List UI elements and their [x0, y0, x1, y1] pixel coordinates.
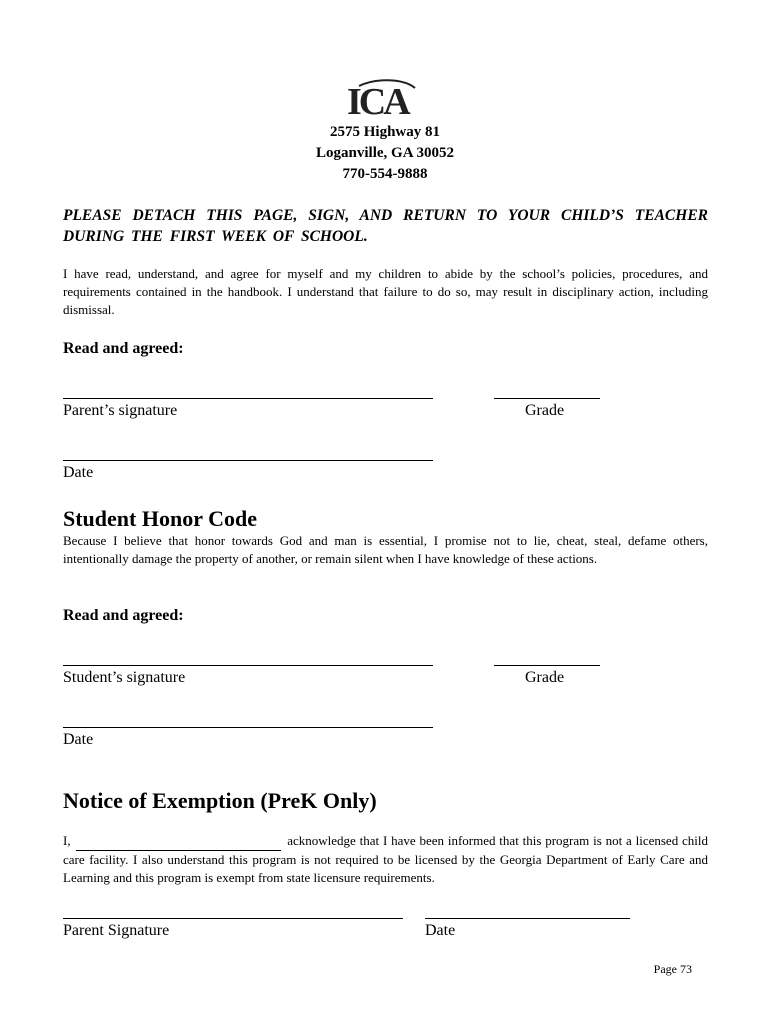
student-date-line[interactable] [63, 727, 433, 728]
honor-code-text: Because I believe that honor towards God and man is essential, I promise not to lie, cheat, steal, defame others, intentionally damage the property of another, or remain silent when I have knowledge of these actions. [63, 533, 708, 566]
exemption-title: Notice of Exemption (PreK Only) [63, 788, 377, 813]
address-city: Loganville, GA 30052 [316, 145, 454, 161]
exemption-text [63, 832, 708, 887]
detach-instruction: PLEASE DETACH THIS PAGE, SIGN, AND RETURN TO YOUR CHILD’S TEACHER DURING THE FIRST WEEK OF SCHOOL. [63, 207, 708, 245]
student-date-label: Date [63, 731, 94, 748]
exemption-text-body: acknowledge that I have been informed that this program is not a licensed child care facility. I also understand this program is not required to be licensed by the Georgia Department of Early Care and Learning and this program is exempt from state licensure requirements. [63, 833, 709, 885]
parent-date-line[interactable] [63, 460, 433, 461]
exemption-name-blank[interactable] [76, 832, 281, 851]
page-number: Page 73 [653, 962, 692, 976]
student-grade-label: Grade [525, 669, 565, 686]
student-signature-label: Student’s signature [63, 669, 186, 686]
exemption-signature-label: Parent Signature [63, 922, 170, 939]
address-phone: 770-554-9888 [342, 166, 428, 182]
exemption-date-label: Date [425, 922, 456, 939]
student-grade-line[interactable] [494, 665, 600, 666]
parent-signature-label: Parent’s signature [63, 402, 178, 419]
read-agreed-label-2: Read and agreed: [63, 607, 184, 624]
exemption-text-prefix: I, [63, 833, 71, 848]
address-street: 2575 Highway 81 [329, 124, 440, 140]
logo-text: ICA [347, 81, 408, 120]
parent-signature-line[interactable] [63, 398, 433, 399]
agreement-text: I have read, understand, and agree for myself and my children to abide by the school’s policies, procedures, and requirements contained in the handbook. I understand that failure to do so, may result in disciplinary action, including dismissal. [63, 266, 708, 317]
honor-code-title: Student Honor Code [63, 506, 257, 531]
exemption-date-line[interactable] [425, 918, 630, 919]
parent-date-label: Date [63, 464, 94, 481]
parent-grade-label: Grade [525, 402, 565, 419]
school-logo [345, 78, 425, 120]
read-agreed-label-1: Read and agreed: [63, 340, 184, 357]
parent-grade-line[interactable] [494, 398, 600, 399]
student-signature-line[interactable] [63, 665, 433, 666]
exemption-signature-line[interactable] [63, 918, 403, 919]
